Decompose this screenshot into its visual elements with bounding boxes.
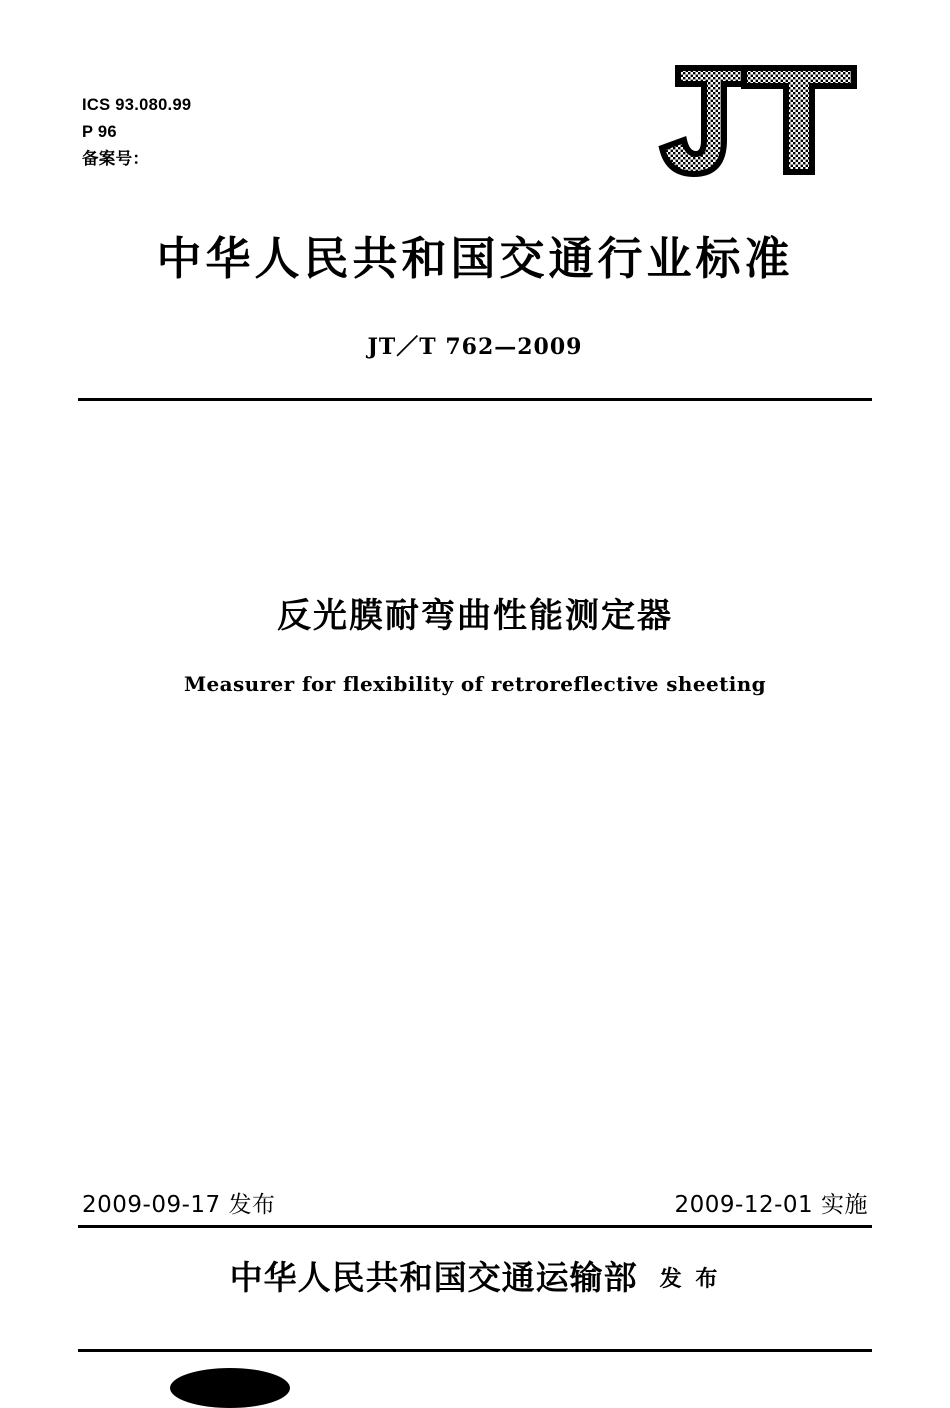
record-number-label: 备案号： (82, 150, 150, 168)
classification-code: P 96 (82, 123, 117, 141)
subject-title-en: Measurer for flexibility of retroreflective sheeting (183, 672, 767, 696)
jt-logo-icon (658, 62, 858, 182)
publisher-name: 中华人民共和国交通运输部 (229, 1258, 638, 1297)
divider-footer (78, 1349, 872, 1352)
effective-date: 2009-12-01 实施 (674, 1192, 868, 1218)
publisher-line (0, 1252, 950, 1299)
standard-number: JT／T 762—2009 (367, 334, 583, 360)
release-date: 2009-09-17 发布 (82, 1192, 276, 1218)
divider-bottom (78, 1225, 872, 1228)
publish-verb: 发 布 (659, 1267, 721, 1292)
ics-code: ICS 93.080.99 (82, 96, 192, 114)
page-title: 中华人民共和国交通行业标准 (156, 232, 794, 285)
header-metadata (82, 92, 191, 173)
divider-top (78, 398, 872, 401)
subject-title-cn: 反光膜耐弯曲性能测定器 (277, 596, 673, 636)
scan-artifact (170, 1368, 290, 1408)
